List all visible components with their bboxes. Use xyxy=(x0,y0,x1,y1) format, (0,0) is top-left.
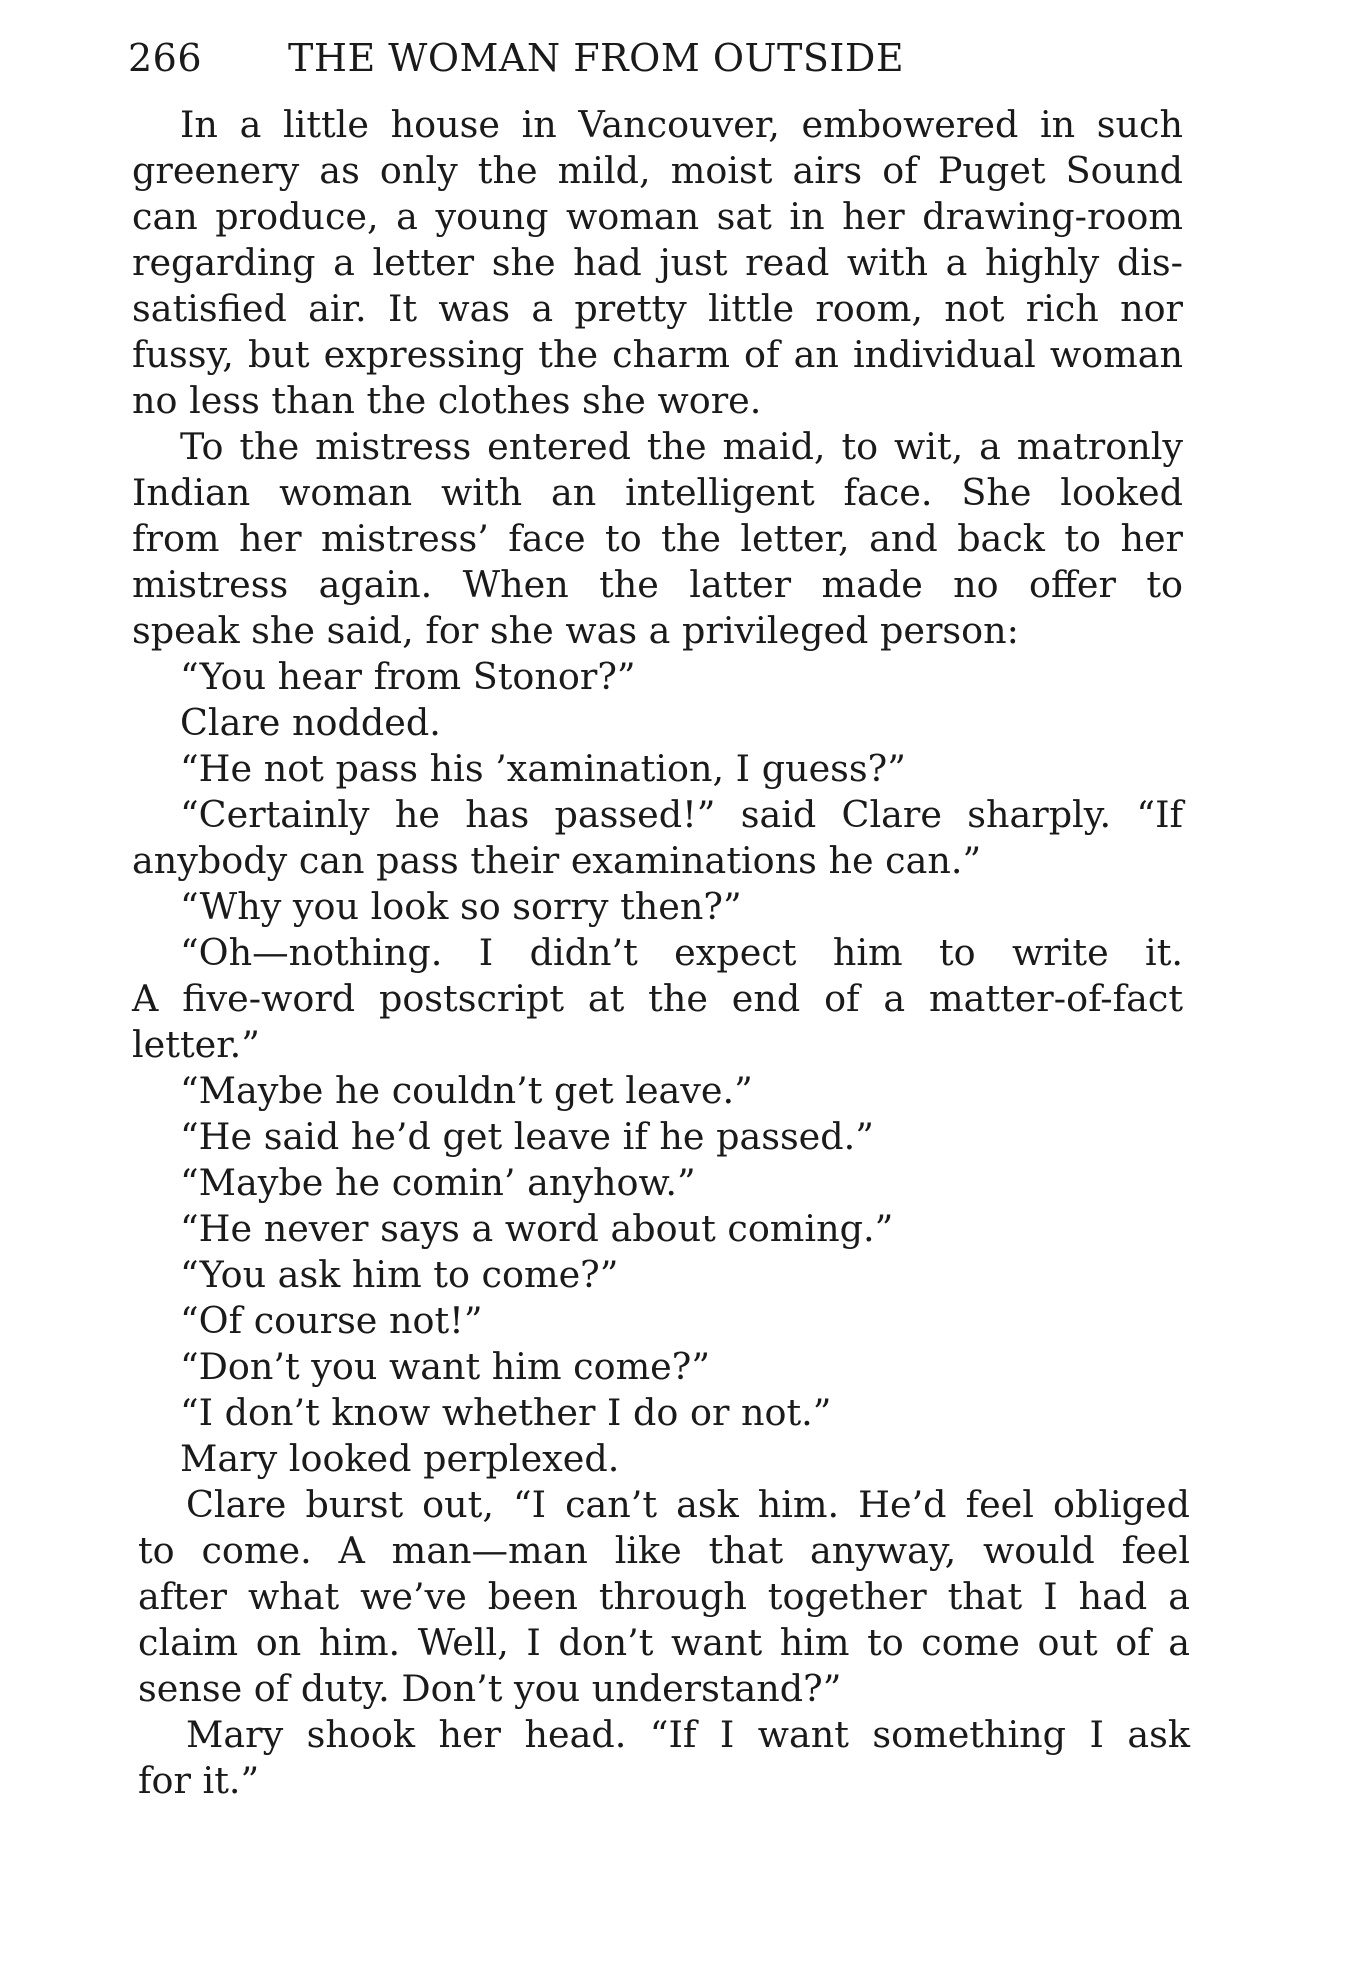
text-line: fussy, but expressing the charm of an individual woman xyxy=(132,333,1183,376)
text-line: To the mistress entered the maid, to wit, a matronly xyxy=(180,425,1183,468)
text-line: “He said he’d get leave if he passed.” xyxy=(180,1115,874,1158)
text-line: satisfied air. It was a pretty little room, not rich nor xyxy=(132,287,1183,330)
text-line: “He never says a word about coming.” xyxy=(180,1207,894,1250)
text-line: “You ask him to come?” xyxy=(180,1253,619,1296)
page-number: 266 xyxy=(128,36,203,80)
text-line: Mary looked perplexed. xyxy=(180,1437,620,1480)
text-line: from her mistress’ face to the letter, and back to her xyxy=(132,517,1183,560)
text-line: can produce, a young woman sat in her drawing-room xyxy=(132,195,1183,238)
text-line: no less than the clothes she wore. xyxy=(132,379,762,422)
text-line: “He not pass his ’xamination, I guess?” xyxy=(180,747,906,790)
running-title: THE WOMAN FROM OUTSIDE xyxy=(288,36,905,80)
text-line: Clare burst out, “I can’t ask him. He’d feel obliged xyxy=(186,1483,1190,1526)
text-line: regarding a letter she had just read with a highly dis- xyxy=(132,241,1183,284)
text-line: claim on him. Well, I don’t want him to come out of a xyxy=(138,1621,1190,1664)
text-line: speak she said, for she was a privileged person: xyxy=(132,609,1019,652)
text-line: greenery as only the mild, moist airs of Puget Sound xyxy=(132,149,1183,192)
text-line: “Why you look so sorry then?” xyxy=(180,885,742,928)
text-line: A five-word postscript at the end of a matter-of-fact xyxy=(132,977,1183,1020)
text-line: Clare nodded. xyxy=(180,701,441,744)
text-line: to come. A man—man like that anyway, would feel xyxy=(138,1529,1190,1572)
text-line: letter.” xyxy=(132,1023,260,1066)
text-line: anybody can pass their examinations he can.” xyxy=(132,839,982,882)
text-line: Mary shook her head. “If I want something I ask xyxy=(186,1713,1190,1756)
text-line: “Maybe he comin’ anyhow.” xyxy=(180,1161,696,1204)
text-line: sense of duty. Don’t you understand?” xyxy=(138,1667,842,1710)
text-line: “You hear from Stonor?” xyxy=(180,655,636,698)
text-line: for it.” xyxy=(138,1759,260,1802)
text-line: “I don’t know whether I do or not.” xyxy=(180,1391,832,1434)
text-line: “Don’t you want him come?” xyxy=(180,1345,711,1388)
text-line: “Certainly he has passed!” said Clare sharply. “If xyxy=(180,793,1183,836)
text-line: after what we’ve been through together that I had a xyxy=(138,1575,1190,1618)
text-line: “Maybe he couldn’t get leave.” xyxy=(180,1069,753,1112)
text-line: “Of course not!” xyxy=(180,1299,483,1342)
text-line: In a little house in Vancouver, embowered in such xyxy=(180,103,1183,146)
text-line: mistress again. When the latter made no offer to xyxy=(132,563,1183,606)
text-line: Indian woman with an intelligent face. She looked xyxy=(132,471,1183,514)
text-line: “Oh—nothing. I didn’t expect him to write it. xyxy=(180,931,1183,974)
